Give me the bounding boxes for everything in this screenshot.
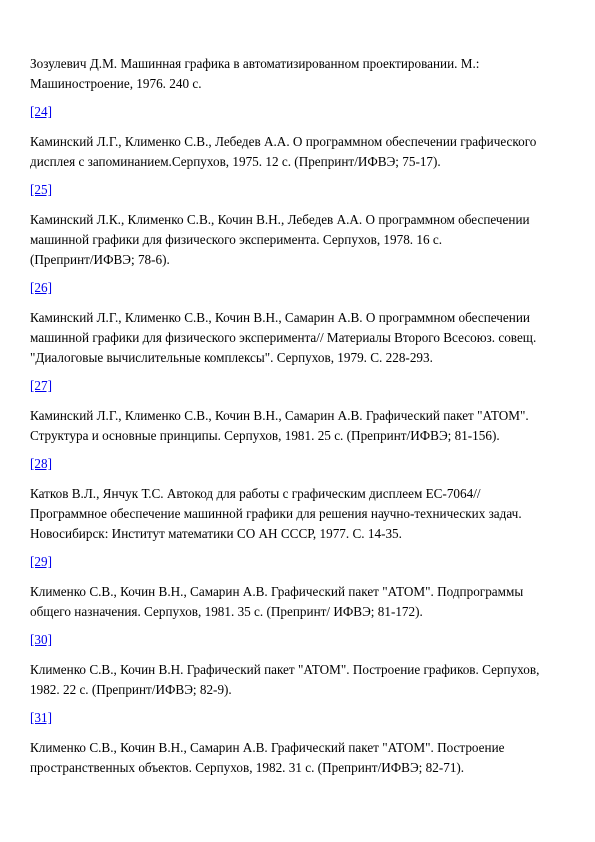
reference-number-link[interactable]: [28] <box>30 456 52 471</box>
entry-line: Клименко С.В., Кочин В.Н., Самарин А.В. Графический пакет "АТОМ". Построение <box>30 740 505 755</box>
bibliography-entry <box>30 308 567 368</box>
reference-number-link[interactable]: [30] <box>30 632 52 647</box>
entry-line: дисплея с запоминанием.Серпухов, 1975. 12 с. (Препринт/ИФВЭ; 75-17). <box>30 154 441 169</box>
reference-number-link[interactable]: [26] <box>30 280 52 295</box>
entry-line: Программное обеспечение машинной графики для решения научно-технических задач. <box>30 506 522 521</box>
entry-line: (Препринт/ИФВЭ; 78-6). <box>30 252 170 267</box>
reference-number-link[interactable]: [27] <box>30 378 52 393</box>
entry-line: Каминский Л.К., Клименко С.В., Кочин В.Н., Лебедев А.А. О программном обеспечении <box>30 212 530 227</box>
entry-line: Машиностроение, 1976. 240 с. <box>30 76 202 91</box>
entry-line: машинной графики для физического эксперимента. Серпухов, 1978. 16 с. <box>30 232 443 247</box>
bibliography-entry <box>30 210 567 270</box>
entry-line: Новосибирск: Институт математики СО АН СССР, 1977. С. 14-35. <box>30 526 402 541</box>
bibliography-entry <box>30 582 567 622</box>
entry-line: 1982. 22 с. (Препринт/ИФВЭ; 82-9). <box>30 682 232 697</box>
bibliography-entry <box>30 406 567 446</box>
entry-line: Каминский Л.Г., Клименко С.В., Кочин В.Н., Самарин А.В. О программном обеспечении <box>30 310 530 325</box>
entry-line: Каминский Л.Г., Клименко С.В., Кочин В.Н., Самарин А.В. Графический пакет "АТОМ". <box>30 408 529 423</box>
reference-number-link[interactable]: [25] <box>30 182 52 197</box>
entry-line: Клименко С.В., Кочин В.Н., Самарин А.В. Графический пакет "АТОМ". Подпрограммы <box>30 584 524 599</box>
entry-line: общего назначения. Серпухов, 1981. 35 с. (Препринт/ ИФВЭ; 81-172). <box>30 604 423 619</box>
entry-line: Структура и основные принципы. Серпухов, 1981. 25 с. (Препринт/ИФВЭ; 81-156). <box>30 428 500 443</box>
entry-line: Катков В.Л., Янчук Т.С. Автокод для работы с графическим дисплеем ЕС-7064// <box>30 486 481 501</box>
bibliography-entry <box>30 132 567 172</box>
bibliography-entry <box>30 484 567 544</box>
entry-line: Каминский Л.Г., Клименко С.В., Лебедев А.А. О программном обеспечении графического <box>30 134 537 149</box>
reference-number-link[interactable]: [24] <box>30 104 52 119</box>
entry-line: Зозулевич Д.М. Машинная графика в автоматизированном проектировании. М.: <box>30 56 480 71</box>
bibliography-entry <box>30 660 567 700</box>
reference-number-link[interactable]: [31] <box>30 710 52 725</box>
reference-number-link[interactable]: [29] <box>30 554 52 569</box>
entry-line: Клименко С.В., Кочин В.Н. Графический пакет "АТОМ". Построение графиков. Серпухов, <box>30 662 540 677</box>
entry-line: пространственных объектов. Серпухов, 1982. 31 с. (Препринт/ИФВЭ; 82-71). <box>30 760 465 775</box>
bibliography-entry <box>30 54 567 94</box>
bibliography-list <box>30 54 567 778</box>
entry-line: машинной графики для физического эксперимента// Материалы Второго Всесоюз. совещ. <box>30 330 537 345</box>
entry-line: "Диалоговые вычислительные комплексы". Серпухов, 1979. С. 228-293. <box>30 350 433 365</box>
bibliography-entry <box>30 738 567 778</box>
